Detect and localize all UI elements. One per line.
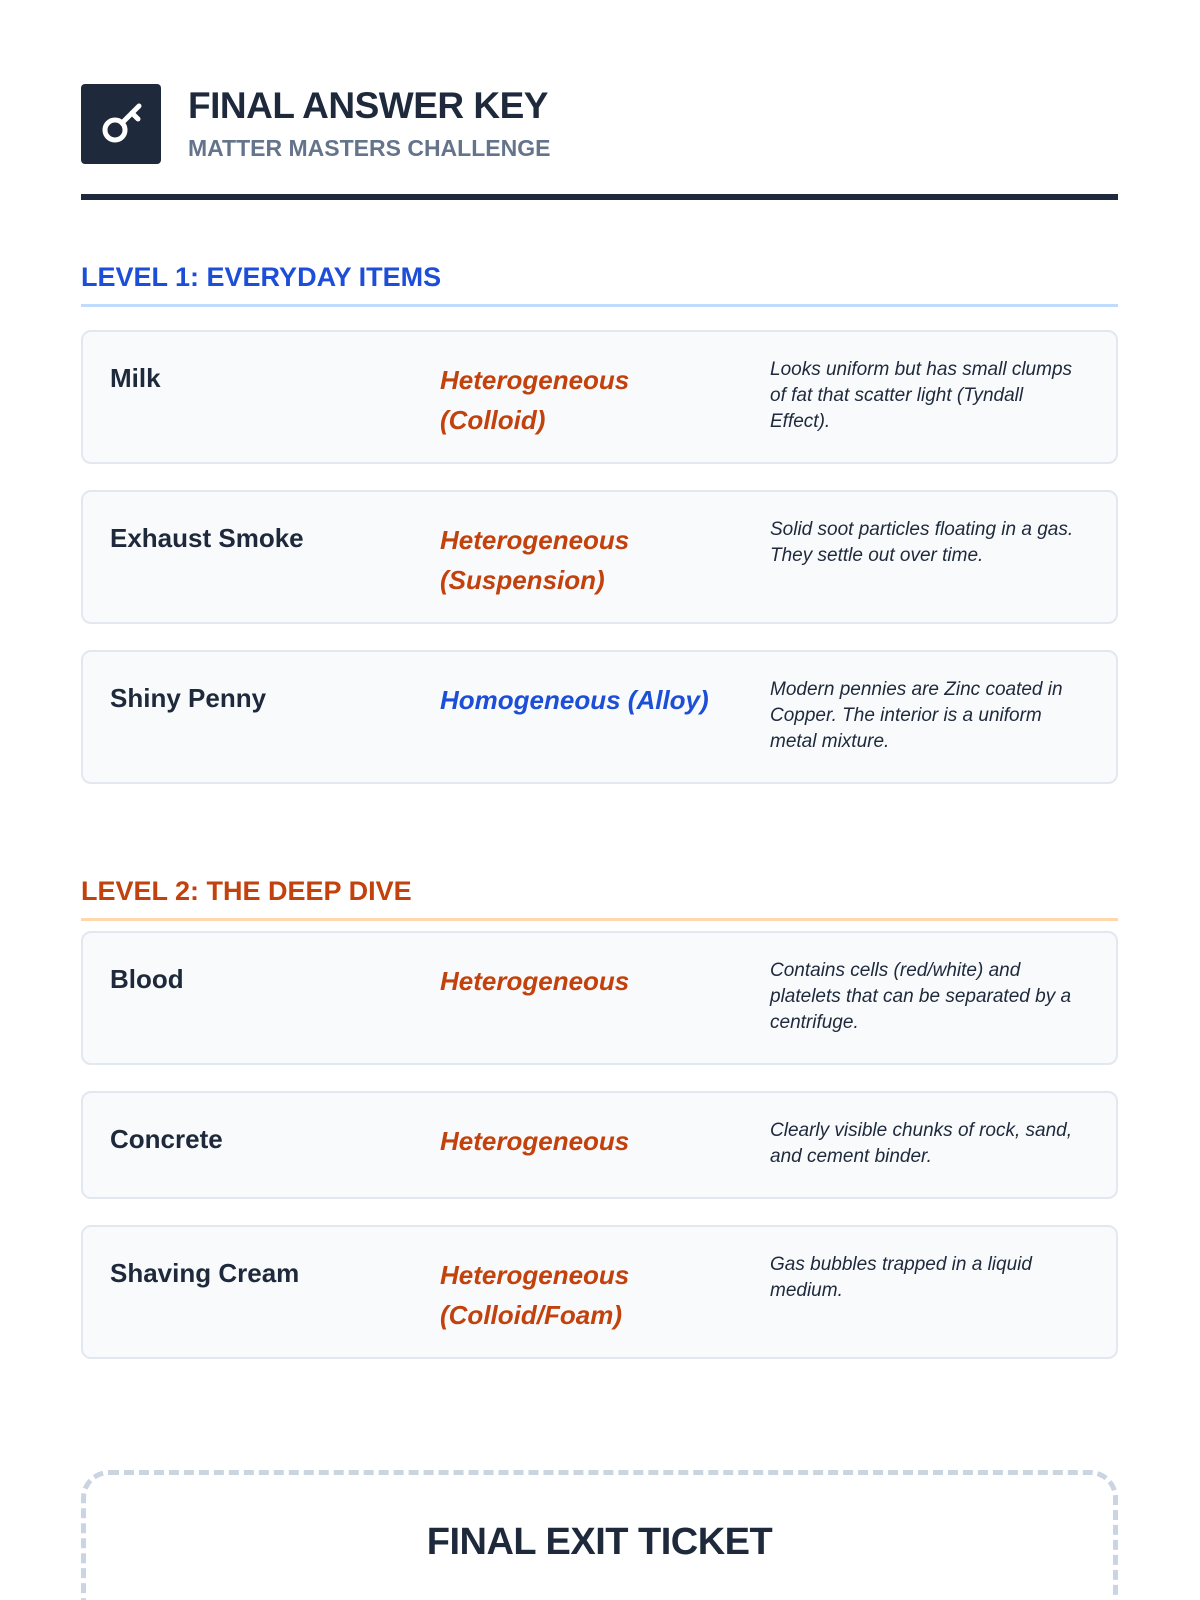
item-explanation: Contains cells (red/white) and platelets that can be separated by a centrifuge. xyxy=(770,960,1072,1033)
page-title: FINAL ANSWER KEY xyxy=(188,85,548,126)
item-classification: Heterogeneous (Suspension) xyxy=(440,525,630,595)
exit-ticket-box xyxy=(81,1470,1118,1600)
item-explanation: Modern pennies are Zinc coated in Copper. The interior is a uniform metal mixture. xyxy=(770,679,1063,752)
answer-card xyxy=(81,1091,1118,1199)
item-name: Concrete xyxy=(110,1124,223,1154)
item-explanation: Gas bubbles trapped in a liquid medium. xyxy=(770,1254,1032,1301)
answer-card xyxy=(81,1225,1118,1359)
section-heading-level-2: LEVEL 2: THE DEEP DIVE xyxy=(81,874,1118,921)
item-classification: Heterogeneous xyxy=(440,966,630,996)
item-classification: Heterogeneous (Colloid/Foam) xyxy=(440,1260,630,1330)
item-name: Shiny Penny xyxy=(110,683,267,713)
item-name: Shaving Cream xyxy=(110,1258,300,1288)
item-classification: Heterogeneous (Colloid) xyxy=(440,365,630,435)
exit-ticket-title: FINAL EXIT TICKET xyxy=(426,1521,773,1563)
answer-card xyxy=(81,330,1118,464)
item-explanation: Looks uniform but has small clumps of fat that scatter light (Tyndall Effect). xyxy=(770,359,1073,432)
section-heading-level-1: LEVEL 1: EVERYDAY ITEMS xyxy=(81,260,1118,307)
answer-card xyxy=(81,650,1118,784)
page-header xyxy=(81,84,1118,200)
item-name: Milk xyxy=(110,363,161,393)
item-classification: Homogeneous (Alloy) xyxy=(440,685,709,715)
item-classification: Heterogeneous xyxy=(440,1126,630,1156)
item-name: Blood xyxy=(110,964,184,994)
page-subtitle: MATTER MASTERS CHALLENGE xyxy=(188,135,551,161)
item-name: Exhaust Smoke xyxy=(110,523,304,553)
item-explanation: Solid soot particles floating in a gas. They settle out over time. xyxy=(770,519,1074,566)
item-explanation: Clearly visible chunks of rock, sand, and cement binder. xyxy=(770,1120,1073,1167)
answer-card xyxy=(81,490,1118,624)
answer-card xyxy=(81,931,1118,1065)
key-icon xyxy=(81,84,161,164)
